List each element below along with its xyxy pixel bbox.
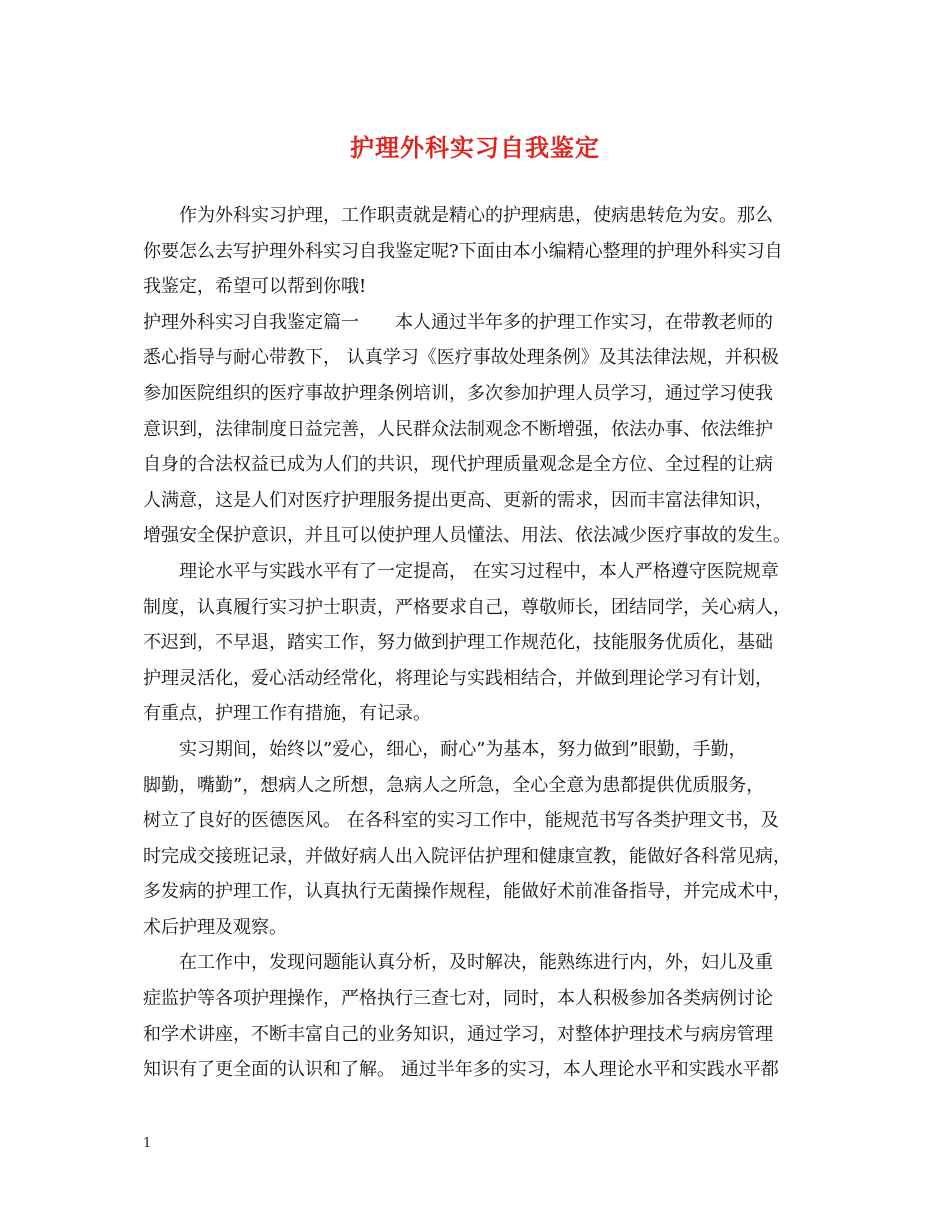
text-line: 自身的合法权益已成为人们的共识，现代护理质量观念是全方位、全过程的让病 xyxy=(143,454,773,476)
text-line: 意识到，法律制度日益完善，人民群众法制观念不断增强，依法办事、依法维护 xyxy=(143,418,773,440)
text-line: 我鉴定，希望可以帮到你哦! xyxy=(143,276,367,298)
text-line: 制度，认真履行实习护士职责，严格要求自己，尊敬师长，团结同学，关心病人， xyxy=(143,596,791,618)
text-line: 作为外科实习护理，工作职责就是精心的护理病患，使病患转危为安。那么 xyxy=(179,205,773,226)
text-line: 悉心指导与耐心带教下， 认真学习《医疗事故处理条例》及其法律法规，并积极 xyxy=(143,347,779,369)
text-line: 时完成交接班记录，并做好病人出入院评估护理和健康宣教，能做好各科常见病， xyxy=(143,845,791,867)
text-line: 有重点，护理工作有措施，有记录。 xyxy=(143,703,431,725)
page-title: 护理外科实习自我鉴定 xyxy=(350,133,600,162)
text-line: 脚勤，嘴勤”，想病人之所想，急病人之所急，全心全意为患都提供优质服务， xyxy=(143,774,765,796)
text-line: 护理外科实习自我鉴定篇一 本人通过半年多的护理工作实习，在带教老师的 xyxy=(143,311,773,333)
page-number: 1 xyxy=(143,1136,152,1151)
text-line: 人满意，这是人们对医疗护理服务提出更高、更新的需求，因而丰富法律知识， xyxy=(143,489,773,511)
text-line: 增强安全保护意识，并且可以使护理人员懂法、用法、依法减少医疗事故的发生。 xyxy=(143,525,791,547)
text-line: 症监护等各项护理操作，严格执行三查七对，同时，本人积极参加各类病例讨论 xyxy=(143,988,773,1010)
text-line: 和学术讲座，不断丰富自己的业务知识，通过学习，对整体护理技术与病房管理 xyxy=(143,1023,773,1045)
text-line: 不迟到，不早退，踏实工作，努力做到护理工作规范化，技能服务优质化，基础 xyxy=(143,632,773,654)
text-line: 在工作中，发现问题能认真分析，及时解决，能熟练进行内，外，妇儿及重 xyxy=(179,952,773,974)
text-line: 你要怎么去写护理外科实习自我鉴定呢?下面由本小编精心整理的护理外科实习自 xyxy=(143,240,783,262)
text-line: 护理灵活化，爱心活动经常化，将理论与实践相结合，并做到理论学习有计划， xyxy=(143,667,773,689)
text-line: 树立了良好的医德医风。 在各科室的实习工作中，能规范书写各类护理文书，及 xyxy=(143,810,779,832)
text-line: 知识有了更全面的认识和了解。 通过半年多的实习，本人理论水平和实践水平都 xyxy=(143,1059,779,1081)
text-line: 多发病的护理工作，认真执行无菌操作规程，能做好术前准备指导，并完成术中， xyxy=(143,881,791,903)
text-line: 理论水平与实践水平有了一定提高， 在实习过程中，本人严格遵守医院规章 xyxy=(179,560,779,582)
text-line: 参加医院组织的医疗事故护理条例培训，多次参加护理人员学习，通过学习使我 xyxy=(143,382,773,404)
document-body xyxy=(143,198,823,1088)
text-line: 术后护理及观察。 xyxy=(143,916,287,938)
text-line: 实习期间，始终以”爱心，细心，耐心”为基本，努力做到”眼勤，手勤， xyxy=(179,738,747,760)
